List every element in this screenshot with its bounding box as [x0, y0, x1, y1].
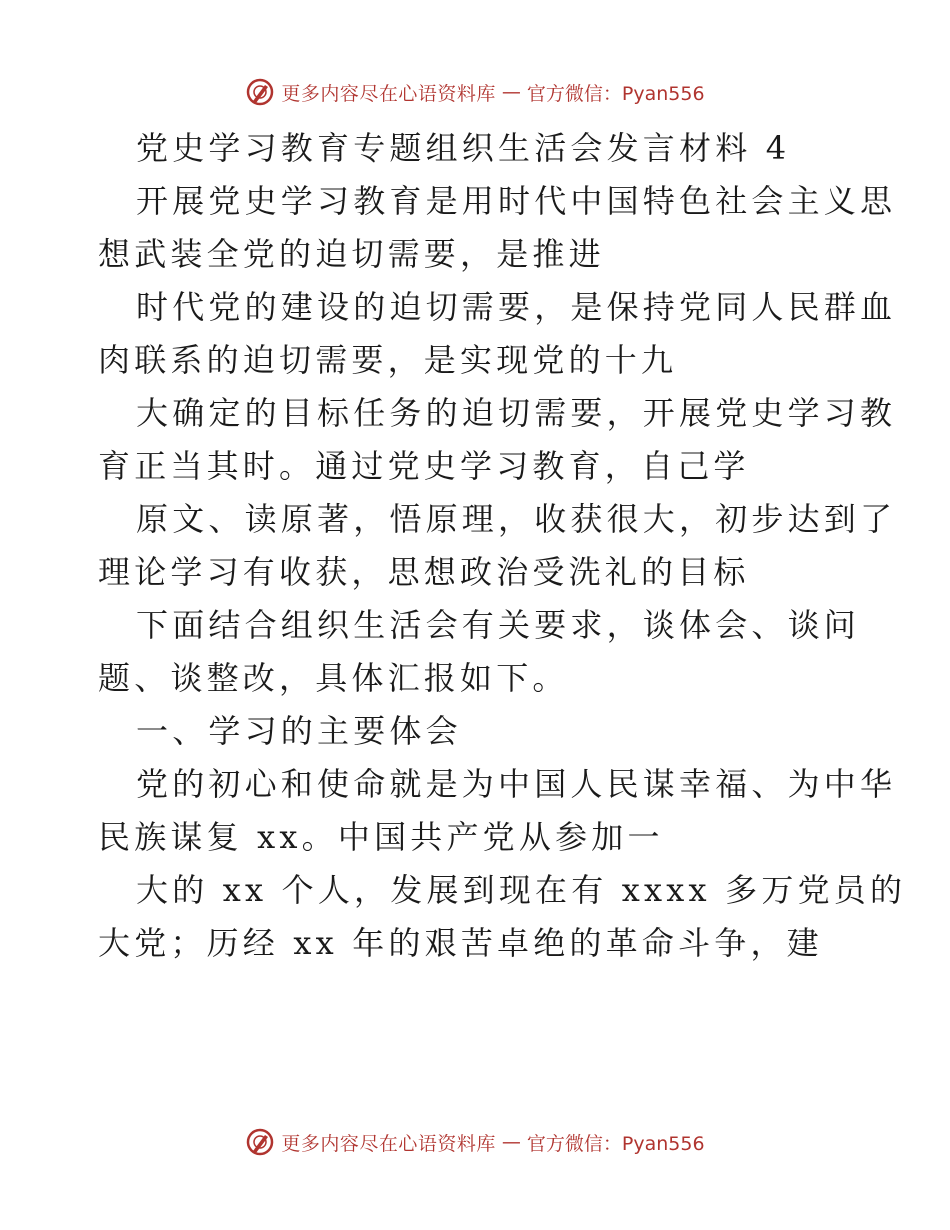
paragraph-line: 时代党的建设的迫切需要，是保持党同人民群血	[136, 288, 897, 326]
watermark-header	[0, 72, 950, 112]
paragraph-line: 大党；历经 xx 年的艰苦卓绝的革命斗争，建	[98, 924, 823, 962]
paragraph-line: 理论学习有收获，思想政治受洗礼的目标	[98, 553, 750, 591]
watermark-separator: —	[501, 1131, 521, 1153]
watermark-separator: —	[501, 81, 521, 103]
section-heading: 一、学习的主要体会	[136, 712, 462, 750]
watermark-footer	[0, 1122, 950, 1162]
paragraph-line: 想武装全党的迫切需要，是推进	[98, 235, 605, 273]
paragraph-line: 原文、读原著，悟原理，收获很大，初步达到了	[136, 500, 897, 538]
pen-seal-icon	[245, 77, 275, 107]
watermark-wechat: 官方微信：Pyan556	[526, 1132, 705, 1155]
paragraph-line: 开展党史学习教育是用时代中国特色社会主义思	[136, 182, 897, 220]
paragraph-line: 题、谈整改，具体汇报如下。	[98, 659, 569, 697]
paragraph-line: 肉联系的迫切需要，是实现党的十九	[98, 341, 678, 379]
paragraph-line: 民族谋复 xx。中国共产党从参加一	[98, 818, 664, 856]
watermark-wechat: 官方微信：Pyan556	[526, 82, 705, 105]
paragraph-line: 大的 xx 个人，发展到现在有 xxxx 多万党员的	[136, 871, 907, 909]
document-title: 党史学习教育专题组织生活会发言材料 4	[136, 129, 791, 167]
paragraph-line: 大确定的目标任务的迫切需要，开展党史学习教	[136, 394, 897, 432]
document-body	[98, 122, 907, 970]
pen-seal-icon	[245, 1127, 275, 1157]
paragraph-line: 党的初心和使命就是为中国人民谋幸福、为中华	[136, 765, 897, 803]
paragraph-line: 育正当其时。通过党史学习教育，自己学	[98, 447, 750, 485]
watermark-text: 更多内容尽在心语资料库	[281, 82, 496, 105]
paragraph-line: 下面结合组织生活会有关要求，谈体会、谈问	[136, 606, 861, 644]
watermark-text: 更多内容尽在心语资料库	[281, 1132, 496, 1155]
